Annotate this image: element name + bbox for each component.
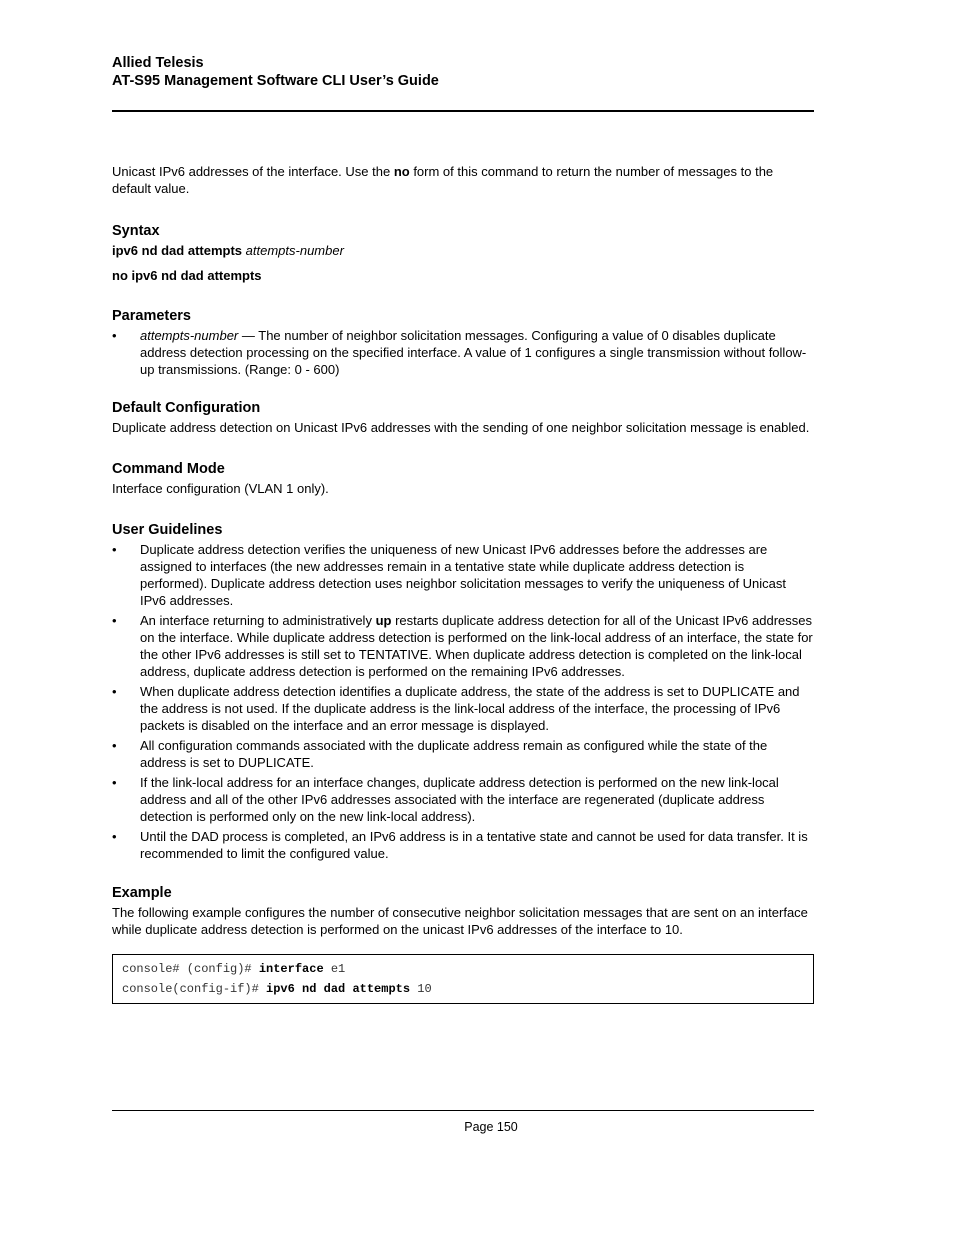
default-config-heading: Default Configuration xyxy=(112,400,261,416)
user-guidelines-heading: User Guidelines xyxy=(112,522,223,538)
code-example-box xyxy=(112,954,814,1004)
code-prompt: console(config-if)# xyxy=(122,982,267,996)
bullet: • xyxy=(112,328,117,343)
footer-divider xyxy=(112,1110,814,1111)
guideline-item xyxy=(112,774,814,825)
example-text: The following example configures the number of consecutive neighbor solicitation messages that are sent on an interface while duplicate address detection is performed on the unicast IPv6 addresses of the interface to 10. xyxy=(112,905,808,937)
guideline-text: If the link-local address for an interface changes, duplicate address detection is performed on the new link-local address and all of the other IPv6 addresses associated with the interface are regenerated (duplicate address detection is performed only on the new link-local address). xyxy=(140,775,779,824)
guideline-text: An interface returning to administratively xyxy=(140,613,376,628)
guideline-text: When duplicate address detection identifies a duplicate address, the state of the address is set to DUPLICATE and the address is not used. If the duplicate address is the link-local address of the interface, the processing of IPv6 packets is disabled on the interface and an error message is displayed. xyxy=(140,684,800,733)
page-content xyxy=(112,163,814,1004)
header-company: Allied Telesis xyxy=(112,55,204,71)
guideline-text-end: restarts duplicate address detection for all of the Unicast IPv6 addresses on the interface. While duplicate address detection is performed on the link-local address of an interface, the state for the other IPv6 addresses is still set to TENTATIVE. When duplicate address detection is completed on the link-local address, duplicate address detection is performed on the remaining IPv6 addresses. xyxy=(140,613,813,679)
syntax-argument: attempts-number xyxy=(245,243,344,258)
guideline-item xyxy=(112,828,814,862)
syntax-line-2: no ipv6 nd dad attempts xyxy=(112,268,262,283)
bullet: • xyxy=(112,684,117,699)
intro-text-end: form of this command to return the number of messages to the default value. xyxy=(112,164,774,196)
command-mode-heading: Command Mode xyxy=(112,461,225,477)
intro-no-keyword: no xyxy=(393,164,410,179)
bullet: • xyxy=(112,775,117,790)
intro-paragraph xyxy=(112,163,814,197)
guideline-item xyxy=(112,737,814,771)
code-argument: 10 xyxy=(410,982,432,996)
header-divider xyxy=(112,110,814,112)
command-mode-text: Interface configuration (VLAN 1 only). xyxy=(112,481,329,496)
bullet: • xyxy=(112,542,117,557)
code-line xyxy=(122,979,805,999)
default-config-text: Duplicate address detection on Unicast IPv6 addresses with the sending of one neighbor solicitation message is enabled. xyxy=(112,420,810,435)
code-prompt: console# (config)# xyxy=(122,962,259,976)
guideline-item xyxy=(112,683,814,734)
guideline-text: Until the DAD process is completed, an IPv6 address is in a tentative state and cannot be used for data transfer. It is recommended to limit the configured value. xyxy=(140,829,808,861)
guideline-item xyxy=(112,612,814,680)
parameter-name: attempts-number xyxy=(140,328,239,343)
syntax-command: ipv6 nd dad attempts xyxy=(112,243,243,258)
guideline-up-keyword: up xyxy=(375,613,392,628)
syntax-line-1 xyxy=(112,242,814,259)
syntax-heading: Syntax xyxy=(112,223,160,239)
guideline-item xyxy=(112,541,814,609)
page-number: Page 150 xyxy=(464,1120,518,1134)
parameters-heading: Parameters xyxy=(112,308,191,324)
parameters-list xyxy=(112,327,814,378)
code-command: interface xyxy=(258,962,324,976)
user-guidelines-list xyxy=(112,541,814,862)
parameter-description: — The number of neighbor solicitation messages. Configuring a value of 0 disables duplicate address detection processing on the specified interface. A value of 1 configures a single transmission without follow-up transmissions. (Range: 0 - 600) xyxy=(140,328,807,377)
code-line xyxy=(122,959,805,979)
bullet: • xyxy=(112,738,117,753)
example-heading: Example xyxy=(112,885,172,901)
bullet: • xyxy=(112,829,117,844)
bullet: • xyxy=(112,613,117,628)
code-argument: e1 xyxy=(323,962,346,976)
code-command: ipv6 nd dad attempts xyxy=(266,982,411,996)
guideline-text: Duplicate address detection verifies the uniqueness of new Unicast IPv6 addresses before the addresses are assigned to interfaces (the new addresses remain in a tentative state while duplicate address detection is performed). Duplicate address detection uses neighbor solicitation messages to verify the uniqueness of Unicast IPv6 addresses. xyxy=(140,542,787,608)
guideline-text: All configuration commands associated with the duplicate address remain as configured while the state of the address is set to DUPLICATE. xyxy=(140,738,768,770)
intro-text: Unicast IPv6 addresses of the interface. Use the xyxy=(112,164,394,179)
header-title: AT-S95 Management Software CLI User’s Guide xyxy=(112,73,439,89)
parameter-item xyxy=(112,327,814,378)
